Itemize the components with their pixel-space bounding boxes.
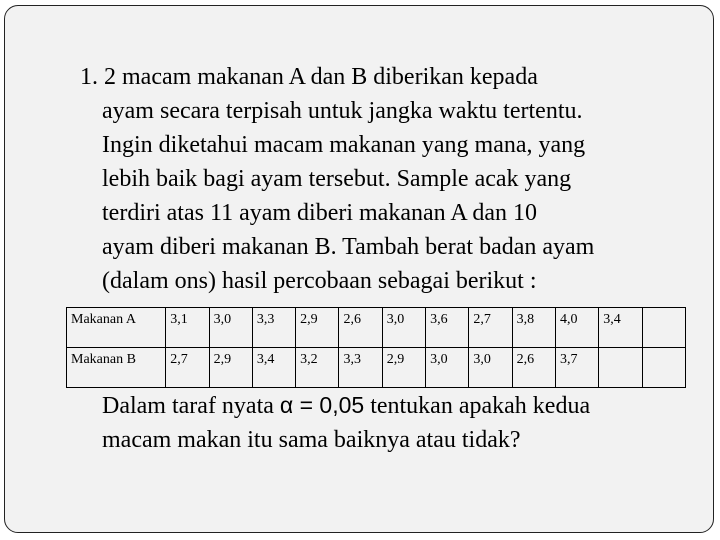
data-table xyxy=(66,307,686,388)
problem-number: 1. xyxy=(80,64,98,90)
table-cell: 3,1 xyxy=(166,308,209,348)
row-label: Makanan B xyxy=(67,348,166,388)
table-cell: 2,9 xyxy=(209,348,252,388)
table-cell: 3,3 xyxy=(252,308,295,348)
table-cell: 3,2 xyxy=(296,348,339,388)
table-cell-empty xyxy=(642,348,685,388)
problem-line-5: terdiri atas 11 ayam diberi makanan A dan 10 xyxy=(102,200,537,226)
problem-line-4: lebih baik bagi ayam tersebut. Sample acak yang xyxy=(102,166,572,192)
table-cell: 3,0 xyxy=(209,308,252,348)
table-cell: 3,4 xyxy=(252,348,295,388)
table-cell: 3,7 xyxy=(555,348,598,388)
table-cell: 3,8 xyxy=(512,308,555,348)
table-row-makanan-a xyxy=(67,308,686,348)
question-line-1 xyxy=(102,388,702,423)
alpha-value: α = 0,05 xyxy=(279,392,365,418)
table-cell: 2,9 xyxy=(296,308,339,348)
problem-line-3: Ingin diketahui macam makanan yang mana, yang xyxy=(102,132,586,158)
table-cell: 3,6 xyxy=(426,308,469,348)
question-text-1: Dalam taraf nyata xyxy=(102,393,280,419)
table-cell: 2,9 xyxy=(382,348,425,388)
table-row-makanan-b xyxy=(67,348,686,388)
table-cell-empty xyxy=(642,308,685,348)
table-cell xyxy=(599,348,642,388)
row-label: Makanan A xyxy=(67,308,166,348)
table-cell: 3,0 xyxy=(426,348,469,388)
table-cell: 2,7 xyxy=(469,308,512,348)
table-cell: 2,6 xyxy=(339,308,382,348)
question-line-2: macam makan itu sama baiknya atau tidak? xyxy=(102,427,521,453)
table-cell: 3,3 xyxy=(339,348,382,388)
question-text-2: tentukan apakah kedua xyxy=(364,393,591,419)
problem-paragraph xyxy=(80,60,690,298)
problem-line-1 xyxy=(80,60,690,94)
table-cell: 3,0 xyxy=(469,348,512,388)
table-cell: 2,6 xyxy=(512,348,555,388)
problem-line-7: (dalam ons) hasil percobaan sebagai berikut : xyxy=(102,268,537,294)
question-paragraph xyxy=(102,388,702,457)
table-cell: 3,4 xyxy=(599,308,642,348)
problem-line-text: 2 macam makanan A dan B diberikan kepada xyxy=(104,64,538,90)
table-cell: 2,7 xyxy=(166,348,209,388)
table-cell: 3,0 xyxy=(382,308,425,348)
problem-line-2: ayam secara terpisah untuk jangka waktu tertentu. xyxy=(102,98,583,124)
table-cell: 4,0 xyxy=(555,308,598,348)
problem-line-6: ayam diberi makanan B. Tambah berat badan ayam xyxy=(102,234,595,260)
